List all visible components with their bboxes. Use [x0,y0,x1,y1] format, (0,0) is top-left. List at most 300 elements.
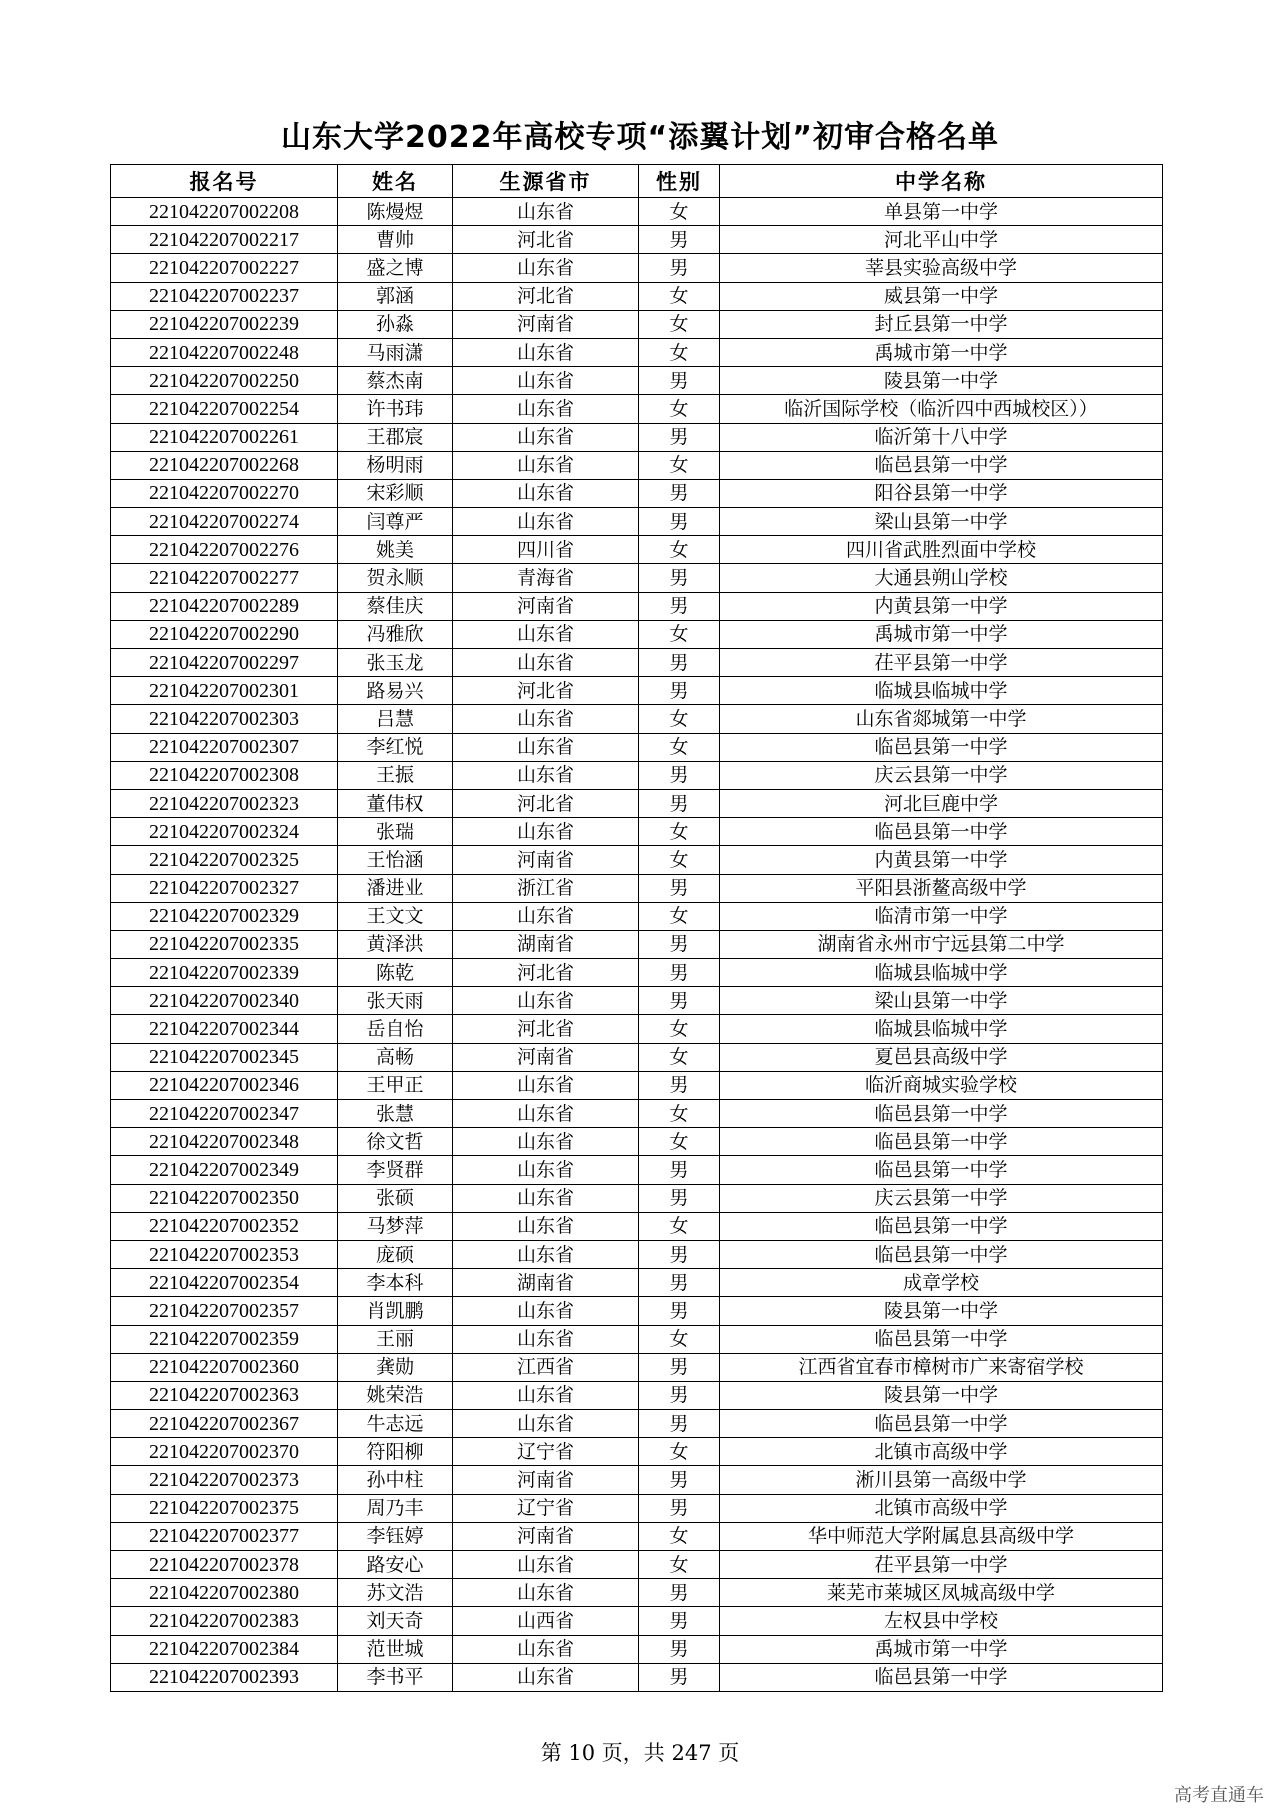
cell-name: 张天雨 [338,987,453,1015]
cell-name: 王振 [338,761,453,789]
header-school: 中学名称 [720,165,1163,198]
cell-province: 河南省 [453,310,639,338]
cell-school: 茌平县第一中学 [720,649,1163,677]
header-province: 生源省市 [453,165,639,198]
cell-name: 蔡佳庆 [338,592,453,620]
cell-school: 茌平县第一中学 [720,1551,1163,1579]
cell-province: 山东省 [453,818,639,846]
cell-province: 山东省 [453,620,639,648]
table-row [111,1410,1163,1438]
cell-gender: 男 [639,1353,720,1381]
cell-province: 河北省 [453,789,639,817]
cell-province: 青海省 [453,564,639,592]
table-row [111,479,1163,507]
cell-gender: 女 [639,310,720,338]
table-row [111,254,1163,282]
cell-name: 宋彩顺 [338,479,453,507]
cell-school: 临邑县第一中学 [720,1240,1163,1268]
cell-gender: 男 [639,1240,720,1268]
cell-name: 潘进业 [338,874,453,902]
table-row [111,649,1163,677]
candidate-table [110,164,1163,1692]
cell-province: 河北省 [453,677,639,705]
cell-name: 陈乾 [338,959,453,987]
cell-school: 临城县临城中学 [720,1015,1163,1043]
cell-gender: 男 [639,987,720,1015]
cell-gender: 男 [639,564,720,592]
table-row [111,564,1163,592]
cell-province: 山东省 [453,395,639,423]
table-row [111,1212,1163,1240]
header-gender: 性别 [639,165,720,198]
table-row [111,451,1163,479]
table-row [111,1240,1163,1268]
cell-registration-no: 221042207002303 [111,705,338,733]
cell-registration-no: 221042207002340 [111,987,338,1015]
table-row [111,1156,1163,1184]
cell-province: 山东省 [453,1071,639,1099]
cell-province: 山东省 [453,733,639,761]
cell-gender: 男 [639,1156,720,1184]
cell-registration-no: 221042207002274 [111,508,338,536]
cell-gender: 男 [639,789,720,817]
cell-province: 山东省 [453,1128,639,1156]
cell-name: 范世城 [338,1635,453,1663]
cell-school: 临邑县第一中学 [720,1100,1163,1128]
cell-province: 山东省 [453,508,639,536]
cell-province: 山东省 [453,1240,639,1268]
cell-registration-no: 221042207002393 [111,1663,338,1691]
cell-gender: 女 [639,1043,720,1071]
cell-registration-no: 221042207002357 [111,1297,338,1325]
cell-name: 姚美 [338,536,453,564]
cell-school: 夏邑县高级中学 [720,1043,1163,1071]
cell-province: 河北省 [453,282,639,310]
table-row [111,1635,1163,1663]
cell-name: 姚荣浩 [338,1381,453,1409]
cell-registration-no: 221042207002327 [111,874,338,902]
cell-gender: 女 [639,705,720,733]
cell-name: 高畅 [338,1043,453,1071]
cell-province: 山东省 [453,987,639,1015]
table-row [111,1353,1163,1381]
cell-school: 封丘县第一中学 [720,310,1163,338]
cell-name: 王丽 [338,1325,453,1353]
table-row [111,198,1163,226]
cell-province: 山东省 [453,1410,639,1438]
cell-name: 肖凯鹏 [338,1297,453,1325]
cell-registration-no: 221042207002349 [111,1156,338,1184]
cell-name: 张慧 [338,1100,453,1128]
cell-registration-no: 221042207002254 [111,395,338,423]
cell-school: 北镇市高级中学 [720,1494,1163,1522]
cell-school: 临邑县第一中学 [720,733,1163,761]
cell-registration-no: 221042207002360 [111,1353,338,1381]
cell-gender: 男 [639,761,720,789]
cell-province: 河南省 [453,1522,639,1550]
cell-school: 临邑县第一中学 [720,1663,1163,1691]
table-row [111,1579,1163,1607]
table-row [111,1100,1163,1128]
cell-province: 山东省 [453,705,639,733]
cell-gender: 男 [639,592,720,620]
table-row [111,1381,1163,1409]
cell-school: 单县第一中学 [720,198,1163,226]
table-row [111,338,1163,366]
cell-registration-no: 221042207002348 [111,1128,338,1156]
table-row [111,310,1163,338]
cell-province: 山东省 [453,198,639,226]
cell-gender: 男 [639,367,720,395]
cell-registration-no: 221042207002276 [111,536,338,564]
cell-registration-no: 221042207002261 [111,423,338,451]
cell-gender: 男 [639,423,720,451]
cell-province: 山东省 [453,254,639,282]
cell-registration-no: 221042207002373 [111,1466,338,1494]
cell-name: 岳自怡 [338,1015,453,1043]
cell-province: 河北省 [453,1015,639,1043]
cell-registration-no: 221042207002347 [111,1100,338,1128]
cell-province: 山东省 [453,367,639,395]
cell-registration-no: 221042207002377 [111,1522,338,1550]
table-row [111,282,1163,310]
cell-school: 内黄县第一中学 [720,846,1163,874]
cell-name: 王甲正 [338,1071,453,1099]
cell-registration-no: 221042207002301 [111,677,338,705]
cell-name: 杨明雨 [338,451,453,479]
table-row [111,1297,1163,1325]
table-row [111,874,1163,902]
cell-gender: 男 [639,874,720,902]
cell-gender: 女 [639,1438,720,1466]
cell-province: 湖南省 [453,1269,639,1297]
cell-school: 临清市第一中学 [720,902,1163,930]
cell-name: 冯雅欣 [338,620,453,648]
cell-gender: 女 [639,1325,720,1353]
table-row [111,1663,1163,1691]
cell-school: 临邑县第一中学 [720,1325,1163,1353]
cell-gender: 女 [639,818,720,846]
cell-name: 周乃丰 [338,1494,453,1522]
cell-gender: 女 [639,1100,720,1128]
cell-gender: 男 [639,959,720,987]
cell-school: 临城县临城中学 [720,959,1163,987]
cell-school: 大通县朔山学校 [720,564,1163,592]
table-row [111,620,1163,648]
cell-registration-no: 221042207002227 [111,254,338,282]
cell-gender: 男 [639,254,720,282]
header-name: 姓名 [338,165,453,198]
cell-registration-no: 221042207002346 [111,1071,338,1099]
cell-registration-no: 221042207002237 [111,282,338,310]
table-row [111,1522,1163,1550]
cell-registration-no: 221042207002324 [111,818,338,846]
cell-school: 阳谷县第一中学 [720,479,1163,507]
cell-school: 临邑县第一中学 [720,1410,1163,1438]
cell-school: 禹城市第一中学 [720,1635,1163,1663]
cell-gender: 女 [639,1212,720,1240]
cell-registration-no: 221042207002307 [111,733,338,761]
cell-name: 张硕 [338,1184,453,1212]
cell-school: 临沂国际学校（临沂四中西城校区）） [720,395,1163,423]
cell-name: 李书平 [338,1663,453,1691]
cell-registration-no: 221042207002250 [111,367,338,395]
table-row [111,226,1163,254]
cell-name: 李红悦 [338,733,453,761]
table-row [111,592,1163,620]
cell-gender: 男 [639,1663,720,1691]
cell-province: 山东省 [453,423,639,451]
cell-province: 河北省 [453,959,639,987]
table-row [111,677,1163,705]
cell-gender: 男 [639,1579,720,1607]
cell-name: 许书玮 [338,395,453,423]
cell-registration-no: 221042207002239 [111,310,338,338]
cell-province: 山东省 [453,1325,639,1353]
cell-gender: 男 [639,1466,720,1494]
cell-province: 山东省 [453,1212,639,1240]
cell-gender: 男 [639,1381,720,1409]
cell-registration-no: 221042207002370 [111,1438,338,1466]
cell-gender: 女 [639,198,720,226]
cell-province: 山东省 [453,1156,639,1184]
cell-registration-no: 221042207002277 [111,564,338,592]
cell-school: 江西省宜春市樟树市广来寄宿学校 [720,1353,1163,1381]
table-row [111,930,1163,958]
table-row [111,789,1163,817]
cell-name: 路易兴 [338,677,453,705]
page-title: 山东大学2022年高校专项“添翼计划”初审合格名单 [281,120,999,155]
cell-province: 河南省 [453,1466,639,1494]
cell-school: 庆云县第一中学 [720,761,1163,789]
cell-province: 山东省 [453,1551,639,1579]
cell-name: 徐文哲 [338,1128,453,1156]
cell-gender: 男 [639,930,720,958]
cell-gender: 女 [639,338,720,366]
cell-registration-no: 221042207002289 [111,592,338,620]
cell-school: 陵县第一中学 [720,367,1163,395]
table-row [111,1128,1163,1156]
table-row [111,846,1163,874]
cell-name: 符阳柳 [338,1438,453,1466]
cell-registration-no: 221042207002383 [111,1607,338,1635]
cell-school: 临邑县第一中学 [720,1212,1163,1240]
table-row [111,1551,1163,1579]
cell-province: 山东省 [453,1184,639,1212]
cell-province: 四川省 [453,536,639,564]
cell-gender: 女 [639,846,720,874]
cell-name: 蔡杰南 [338,367,453,395]
cell-gender: 男 [639,479,720,507]
cell-registration-no: 221042207002270 [111,479,338,507]
cell-province: 山东省 [453,1663,639,1691]
cell-registration-no: 221042207002375 [111,1494,338,1522]
cell-registration-no: 221042207002323 [111,789,338,817]
cell-province: 浙江省 [453,874,639,902]
cell-registration-no: 221042207002354 [111,1269,338,1297]
cell-name: 路安心 [338,1551,453,1579]
table-row [111,761,1163,789]
cell-school: 临沂第十八中学 [720,423,1163,451]
cell-name: 李贤群 [338,1156,453,1184]
table-row [111,733,1163,761]
cell-gender: 男 [639,1410,720,1438]
cell-name: 董伟权 [338,789,453,817]
table-body [111,198,1163,1692]
cell-registration-no: 221042207002378 [111,1551,338,1579]
cell-gender: 男 [639,1269,720,1297]
table-header-row [111,165,1163,198]
cell-name: 王怡涵 [338,846,453,874]
cell-province: 山东省 [453,1297,639,1325]
cell-registration-no: 221042207002339 [111,959,338,987]
cell-registration-no: 221042207002208 [111,198,338,226]
cell-registration-no: 221042207002268 [111,451,338,479]
cell-name: 龚勋 [338,1353,453,1381]
cell-school: 平阳县浙鳌高级中学 [720,874,1163,902]
table-row [111,367,1163,395]
table-row [111,1438,1163,1466]
cell-name: 李钰婷 [338,1522,453,1550]
cell-name: 盛之博 [338,254,453,282]
table-row [111,1015,1163,1043]
cell-school: 临沂商城实验学校 [720,1071,1163,1099]
cell-school: 河北平山中学 [720,226,1163,254]
cell-registration-no: 221042207002363 [111,1381,338,1409]
table-row [111,1043,1163,1071]
cell-school: 莘县实验高级中学 [720,254,1163,282]
cell-school: 淅川县第一高级中学 [720,1466,1163,1494]
cell-name: 孙中柱 [338,1466,453,1494]
watermark: 高考直通车 [1174,1785,1264,1806]
cell-name: 郭涵 [338,282,453,310]
cell-registration-no: 221042207002367 [111,1410,338,1438]
cell-province: 山东省 [453,451,639,479]
table-row [111,705,1163,733]
cell-school: 梁山县第一中学 [720,987,1163,1015]
cell-registration-no: 221042207002350 [111,1184,338,1212]
cell-registration-no: 221042207002359 [111,1325,338,1353]
cell-gender: 男 [639,1635,720,1663]
cell-gender: 女 [639,395,720,423]
cell-province: 湖南省 [453,930,639,958]
cell-school: 临城县临城中学 [720,677,1163,705]
cell-province: 山东省 [453,1381,639,1409]
cell-name: 牛志远 [338,1410,453,1438]
cell-province: 山东省 [453,761,639,789]
cell-province: 山东省 [453,338,639,366]
cell-gender: 女 [639,282,720,310]
cell-registration-no: 221042207002290 [111,620,338,648]
cell-province: 山东省 [453,649,639,677]
table-row [111,395,1163,423]
cell-school: 禹城市第一中学 [720,338,1163,366]
cell-name: 张玉龙 [338,649,453,677]
cell-gender: 男 [639,1071,720,1099]
table-row [111,423,1163,451]
cell-gender: 男 [639,1607,720,1635]
cell-gender: 男 [639,1184,720,1212]
cell-province: 山东省 [453,1100,639,1128]
cell-name: 马梦萍 [338,1212,453,1240]
cell-registration-no: 221042207002345 [111,1043,338,1071]
cell-gender: 女 [639,1128,720,1156]
table-row [111,987,1163,1015]
cell-school: 威县第一中学 [720,282,1163,310]
cell-province: 辽宁省 [453,1438,639,1466]
cell-gender: 女 [639,1551,720,1579]
cell-name: 王文文 [338,902,453,930]
cell-name: 苏文浩 [338,1579,453,1607]
cell-school: 湖南省永州市宁远县第二中学 [720,930,1163,958]
cell-province: 辽宁省 [453,1494,639,1522]
cell-school: 临邑县第一中学 [720,451,1163,479]
cell-school: 四川省武胜烈面中学校 [720,536,1163,564]
cell-province: 山东省 [453,1579,639,1607]
table-row [111,959,1163,987]
cell-gender: 女 [639,1015,720,1043]
cell-school: 内黄县第一中学 [720,592,1163,620]
table-row [111,536,1163,564]
cell-school: 临邑县第一中学 [720,818,1163,846]
cell-gender: 女 [639,1522,720,1550]
cell-province: 山西省 [453,1607,639,1635]
cell-registration-no: 221042207002353 [111,1240,338,1268]
table-row [111,1184,1163,1212]
cell-name: 黄泽洪 [338,930,453,958]
cell-registration-no: 221042207002325 [111,846,338,874]
cell-province: 山东省 [453,479,639,507]
cell-province: 河北省 [453,226,639,254]
cell-name: 吕慧 [338,705,453,733]
cell-province: 江西省 [453,1353,639,1381]
cell-name: 刘天奇 [338,1607,453,1635]
table-row [111,1466,1163,1494]
cell-gender: 女 [639,733,720,761]
cell-name: 曹帅 [338,226,453,254]
table-row [111,902,1163,930]
header-registration-no: 报名号 [111,165,338,198]
cell-gender: 男 [639,649,720,677]
cell-school: 陵县第一中学 [720,1381,1163,1409]
cell-school: 山东省郯城第一中学 [720,705,1163,733]
cell-school: 梁山县第一中学 [720,508,1163,536]
cell-school: 禹城市第一中学 [720,620,1163,648]
cell-gender: 女 [639,536,720,564]
cell-registration-no: 221042207002248 [111,338,338,366]
table-row [111,1607,1163,1635]
cell-gender: 男 [639,1297,720,1325]
cell-province: 山东省 [453,902,639,930]
cell-registration-no: 221042207002308 [111,761,338,789]
cell-registration-no: 221042207002217 [111,226,338,254]
cell-name: 王郡宸 [338,423,453,451]
table-row [111,1269,1163,1297]
cell-province: 河南省 [453,592,639,620]
cell-school: 左权县中学校 [720,1607,1163,1635]
cell-province: 河南省 [453,1043,639,1071]
cell-school: 华中师范大学附属息县高级中学 [720,1522,1163,1550]
cell-name: 陈熳煜 [338,198,453,226]
cell-gender: 男 [639,508,720,536]
cell-name: 孙淼 [338,310,453,338]
cell-school: 庆云县第一中学 [720,1184,1163,1212]
cell-registration-no: 221042207002297 [111,649,338,677]
table-row [111,1494,1163,1522]
cell-school: 临邑县第一中学 [720,1156,1163,1184]
page-footer: 第 10 页，共 247 页 [540,1741,740,1765]
cell-gender: 男 [639,226,720,254]
